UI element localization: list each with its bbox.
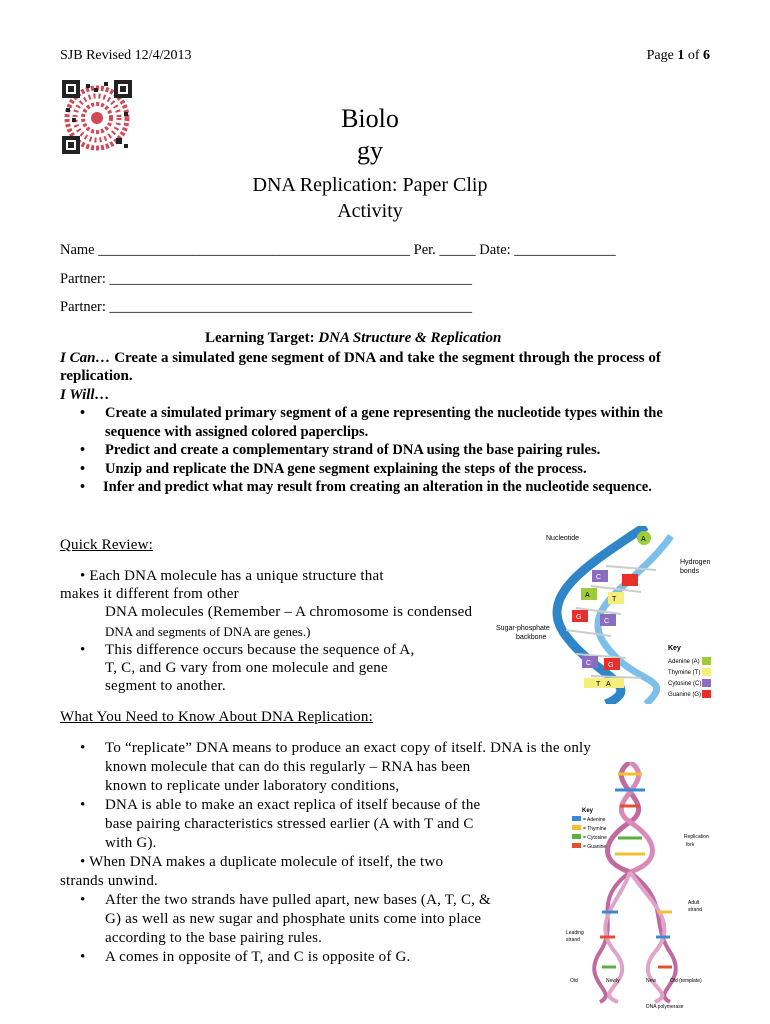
hydrogen-label: Hydrogen xyxy=(680,559,711,566)
bullet: • xyxy=(80,405,86,421)
key-title: Key xyxy=(668,645,681,652)
partner-field-2[interactable]: Partner: __________________________________________________ xyxy=(60,299,473,315)
page-prefix: Page xyxy=(646,48,678,63)
newly-label: Newly xyxy=(606,978,620,984)
key-adenine: Adenine (A) xyxy=(668,659,700,665)
review-bullet-1-line-2: makes it different from other xyxy=(60,586,239,602)
i-can-text: Create a simulated gene segment of DNA and take the segment through the process of replication. xyxy=(60,350,661,384)
review-bullet-2-line-2: T, C, and G vary from one molecule and gene xyxy=(105,660,388,676)
quick-review-heading: Quick Review: xyxy=(60,537,153,553)
fig2-key-adenine: = Adenine xyxy=(583,817,606,823)
fig2-swatch-adenine xyxy=(572,816,581,821)
fork-label: fork xyxy=(686,842,695,848)
need-to-know-heading: What You Need to Know About DNA Replication: xyxy=(60,709,373,725)
fig2-caption: DNA polymerase xyxy=(646,1004,684,1010)
page-current: 1 xyxy=(677,48,685,63)
ntk-line-1: To “replicate” DNA means to produce an exact copy of itself. DNA is the only xyxy=(105,740,592,756)
ntk-bullet-6: • xyxy=(80,949,86,965)
review-bullet-2-dot: • xyxy=(80,642,86,658)
partner-field-1[interactable]: Partner: __________________________________________________ xyxy=(60,271,473,287)
name-field[interactable] xyxy=(60,242,616,259)
review-bullet-2-line-1: This difference occurs because the sequence of A, xyxy=(105,642,415,658)
replication-label: Replication xyxy=(684,834,709,840)
ntk-line-9: After the two strands have pulled apart, new bases (A, T, C, & xyxy=(105,892,491,908)
label-a: A xyxy=(606,681,611,688)
ntk-line-12: A comes in opposite of T, and C is opposite of G. xyxy=(105,949,411,965)
ntk-bullet-1: • xyxy=(80,740,86,756)
list-item-text: Predict and create a complementary strand of DNA using the base pairing rules. xyxy=(105,442,601,458)
qr-code-image xyxy=(60,78,134,158)
old-template-label: Old (template) xyxy=(670,978,702,984)
list-item xyxy=(80,404,720,441)
learning-target-value: DNA Structure & Replication xyxy=(318,330,502,346)
i-can-label: I Can… xyxy=(60,350,111,366)
ntk-line-5: base pairing characteristics stressed earlier (A with T and C xyxy=(105,816,474,832)
list-item-text: Create a simulated primary segment of a gene representing the nucleotide types within the sequence with assigned colored paperclips. xyxy=(105,405,663,440)
bullet: • xyxy=(80,460,86,477)
page-number xyxy=(647,48,710,64)
key-swatch-adenine xyxy=(702,657,711,665)
label-g: G xyxy=(608,662,614,669)
label-c: C xyxy=(604,618,610,625)
list-item-text: Unzip and replicate the DNA gene segment explaining the steps of the process. xyxy=(105,460,587,477)
review-bullet-1-line-3 xyxy=(105,603,472,622)
ntk-line-6: with G). xyxy=(105,835,157,851)
ntk-line-2: known molecule that can do this regularly – RNA has been xyxy=(105,759,471,775)
bonds-label: bonds xyxy=(680,568,700,575)
leading-strand-label: strand xyxy=(566,937,580,943)
ntk-line-10: G) as well as new sugar and phosphate units come into place xyxy=(105,911,482,927)
page-of: of xyxy=(684,48,703,63)
ntk-bullet-5: • xyxy=(80,892,86,908)
bullet: • xyxy=(80,479,86,495)
fig2-key-guanine: = Guanine xyxy=(583,844,607,850)
list-item-text: Infer and predict what may result from creating an alteration in the nucleotide sequence. xyxy=(103,479,652,495)
ntk-line-11: according to the base pairing rules. xyxy=(105,930,323,946)
key-guanine: Guanine (G) xyxy=(668,692,702,698)
fig2-key-title: Key xyxy=(582,808,594,814)
adult-label: Adult xyxy=(688,900,700,906)
review-note: DNA molecules (Remember – A chromosome is condensed xyxy=(105,604,473,620)
fig2-key-thymine: = Thymine xyxy=(583,826,607,832)
thymine-base xyxy=(584,678,624,688)
key-thymine: Thymine (T) xyxy=(668,670,701,676)
subtitle-line-2: Activity xyxy=(337,200,403,222)
old-label: Old xyxy=(570,978,578,984)
period-field[interactable]: Per. _____ xyxy=(413,242,476,258)
fig2-swatch-thymine xyxy=(572,825,581,830)
fig2-swatch-guanine xyxy=(572,843,581,848)
label-g: G xyxy=(576,614,582,621)
subtitle-line-1: DNA Replication: Paper Clip xyxy=(252,174,488,196)
learning-target-label: Learning Target: xyxy=(205,330,319,346)
new-label: New xyxy=(646,978,657,984)
guanine-base xyxy=(622,574,638,586)
label-a: A xyxy=(641,536,646,543)
dna-structure-diagram xyxy=(496,526,718,704)
key-cytosine: Cytosine (C) xyxy=(668,681,702,687)
title-line-1: Biolo xyxy=(341,104,399,133)
bullet: • xyxy=(80,442,86,458)
ntk-line-3: known to replicate under laboratory conditions, xyxy=(105,778,400,794)
ntk-line-4: DNA is able to make an exact replica of itself because of the xyxy=(105,797,481,813)
ntk-line-7: • When DNA makes a duplicate molecule of itself, the two xyxy=(80,854,444,870)
backbone-label: backbone xyxy=(516,634,547,641)
review-bullet-1-line-4: DNA and segments of DNA are genes.) xyxy=(105,624,311,639)
adult-strand-label: strand xyxy=(688,907,702,913)
label-c: C xyxy=(586,660,592,667)
nucleotide-label: Nucleotide xyxy=(546,535,580,542)
i-will-list xyxy=(80,404,720,497)
label-t: T xyxy=(596,681,601,688)
list-item xyxy=(80,460,720,479)
name-label: Name ___________________________________________ xyxy=(60,242,410,258)
i-will-label: I Will… xyxy=(60,387,110,403)
learning-target xyxy=(205,330,501,347)
ntk-bullet-2: • xyxy=(80,797,86,813)
key-swatch-thymine xyxy=(702,668,711,676)
key-swatch-guanine xyxy=(702,690,711,698)
label-t: T xyxy=(612,596,617,603)
date-field[interactable]: Date: ______________ xyxy=(479,242,616,258)
review-bullet-2-line-3: segment to another. xyxy=(105,678,226,694)
dna-replication-diagram xyxy=(560,762,720,1012)
ntk-line-8: strands unwind. xyxy=(60,873,158,889)
sugar-phosphate-label: Sugar-phosphate xyxy=(496,625,550,632)
list-item xyxy=(80,441,720,460)
label-a: A xyxy=(585,592,590,599)
leading-label: Leading xyxy=(566,930,584,936)
fig2-swatch-cytosine xyxy=(572,834,581,839)
page-total: 6 xyxy=(703,48,710,63)
document-revision: SJB Revised 12/4/2013 xyxy=(60,48,192,63)
fig2-key-cytosine: = Cytosine xyxy=(583,835,607,841)
i-can-statement xyxy=(60,349,720,385)
key-swatch-cytosine xyxy=(702,679,711,687)
list-item xyxy=(80,478,720,497)
review-bullet-1-line-1: • Each DNA molecule has a unique structure that xyxy=(80,568,384,584)
label-c: C xyxy=(596,574,602,581)
title-line-2: gy xyxy=(357,136,383,165)
